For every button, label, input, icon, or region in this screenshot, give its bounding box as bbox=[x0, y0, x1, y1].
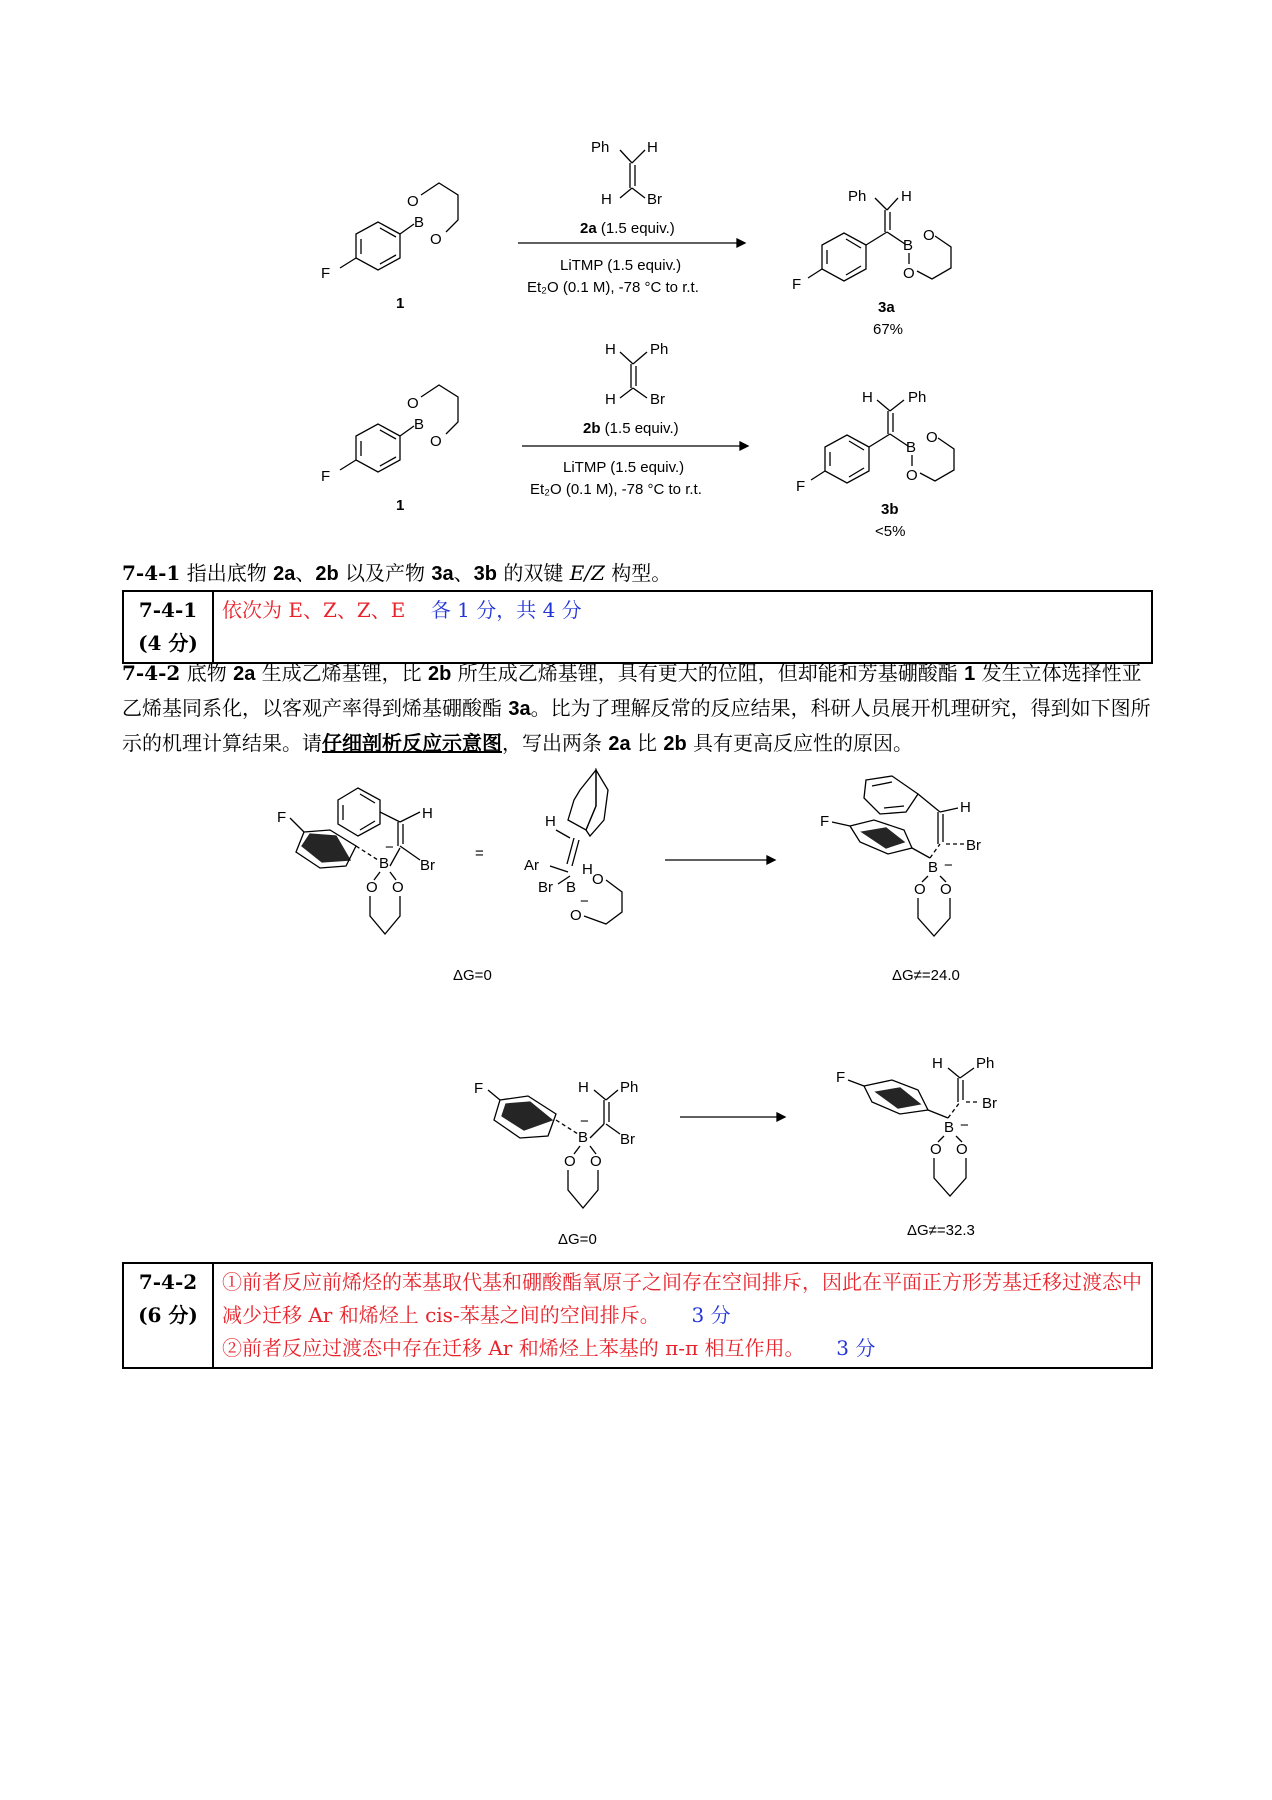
atom-h: H bbox=[862, 389, 873, 406]
answer-content bbox=[213, 591, 1152, 663]
compound-label-1: 1 bbox=[396, 295, 405, 312]
compound-ref: 3a bbox=[431, 563, 454, 585]
atom-o: O bbox=[903, 265, 915, 282]
yield-3a: 67% bbox=[873, 321, 904, 338]
compound-ref: 3b bbox=[473, 563, 497, 585]
reaction-arrow bbox=[518, 239, 745, 247]
atom-b: B bbox=[414, 214, 425, 231]
atom-br: Br bbox=[538, 879, 553, 896]
atom-h: H bbox=[647, 139, 658, 156]
charge-minus: − bbox=[580, 893, 589, 910]
compound-ref: 1 bbox=[964, 663, 976, 685]
svg-text:2a (1.5 equiv.) bbox=[580, 220, 675, 237]
atom-br: Br bbox=[650, 391, 665, 408]
atom-b: B bbox=[928, 859, 939, 876]
question-7-4-1 bbox=[122, 556, 1152, 591]
product-3a bbox=[792, 188, 951, 338]
compound-ref: 3a bbox=[508, 698, 531, 720]
atom-o: O bbox=[564, 1153, 576, 1170]
ez-notation: E/Z bbox=[569, 561, 605, 585]
atom-br: Br bbox=[620, 1131, 635, 1148]
atom-h: H bbox=[960, 799, 971, 816]
compound-ref: 2a bbox=[233, 663, 256, 685]
answer-text: 依次为 E、Z、Z、E bbox=[222, 598, 406, 622]
answer-table-7-4-1 bbox=[122, 590, 1153, 664]
atom-f: F bbox=[321, 468, 331, 485]
atom-o: O bbox=[930, 1141, 942, 1158]
question-text: 。比为了理解反常的反应结果，科研人员展开机理研究，得到如下图所示的机理计算结果。请 bbox=[122, 696, 1151, 755]
answer-table-7-4-2 bbox=[122, 1262, 1153, 1369]
answer-score: (6 分) bbox=[138, 1303, 198, 1327]
atom-ph: Ph bbox=[591, 139, 610, 156]
question-text: 、 bbox=[453, 561, 474, 585]
question-text: 具有更高反应性的原因。 bbox=[686, 731, 914, 755]
atom-f: F bbox=[796, 478, 806, 495]
atom-o: O bbox=[592, 871, 604, 888]
answer-points: 3 分 bbox=[836, 1336, 876, 1360]
answer-reason-1: ①前者反应前烯烃的苯基取代基和硼酸酯氧原子之间存在空间排斥，因此在平面正方形芳基迁移过渡态中减少迁移 Ar 和烯烃上 cis-苯基之间的空间排斥。 bbox=[222, 1270, 1142, 1327]
question-number: 7-4-2 bbox=[122, 661, 181, 685]
question-text: 的双键 bbox=[496, 561, 570, 585]
atom-o: O bbox=[956, 1141, 968, 1158]
atom-h: H bbox=[605, 341, 616, 358]
reagent-label-2b: 2b bbox=[583, 420, 601, 437]
condition-solvent: Et₂O (0.1 M), -78 °C to r.t. bbox=[527, 279, 699, 296]
atom-o: O bbox=[407, 395, 419, 412]
reaction-arrow bbox=[680, 1113, 785, 1121]
equals-sign: = bbox=[475, 845, 484, 862]
transition-state-24 bbox=[820, 776, 981, 936]
atom-ph: Ph bbox=[976, 1055, 995, 1072]
atom-f: F bbox=[321, 265, 331, 282]
charge-minus: − bbox=[960, 1117, 969, 1134]
scheme-row-b bbox=[321, 341, 954, 540]
charge-minus: − bbox=[385, 839, 394, 856]
atom-h: H bbox=[601, 191, 612, 208]
question-text: 以及产物 bbox=[338, 561, 432, 585]
reagent-2b bbox=[605, 341, 668, 408]
reagent-equiv: (1.5 equiv.) bbox=[600, 420, 679, 437]
atom-f: F bbox=[820, 813, 830, 830]
charge-minus: − bbox=[944, 857, 953, 874]
compound-ref: 2b bbox=[315, 563, 339, 585]
atom-h: H bbox=[605, 391, 616, 408]
atom-o: O bbox=[366, 879, 378, 896]
question-text: 底物 bbox=[186, 661, 234, 685]
atom-b: B bbox=[379, 855, 390, 872]
ate-complex-2a-projection bbox=[524, 770, 622, 924]
compound-label-1: 1 bbox=[396, 497, 405, 514]
atom-ar: Ar bbox=[524, 857, 539, 874]
question-text: 发生立体选择性亚乙烯基同系化，以客观产率得到烯基硼酸酯 bbox=[122, 661, 1142, 720]
atom-o: O bbox=[926, 429, 938, 446]
question-7-4-2 bbox=[122, 656, 1152, 761]
ate-complex-2b bbox=[474, 1079, 638, 1208]
atom-o: O bbox=[906, 467, 918, 484]
atom-o: O bbox=[940, 881, 952, 898]
question-text: ，写出两条 bbox=[502, 731, 609, 755]
atom-o: O bbox=[392, 879, 404, 896]
atom-h: H bbox=[578, 1079, 589, 1096]
scheme-row-a bbox=[321, 139, 951, 338]
atom-br: Br bbox=[420, 857, 435, 874]
condition-base: LiTMP (1.5 equiv.) bbox=[563, 459, 685, 476]
atom-o: O bbox=[407, 193, 419, 210]
atom-f: F bbox=[836, 1069, 846, 1086]
compound-label-3a: 3a bbox=[878, 299, 895, 316]
atom-f: F bbox=[277, 809, 287, 826]
atom-br: Br bbox=[982, 1095, 997, 1112]
reagent-equiv: (1.5 equiv.) bbox=[596, 220, 675, 237]
yield-3b: <5% bbox=[875, 523, 906, 540]
transition-state-32 bbox=[836, 1055, 997, 1196]
question-text: 指出底物 bbox=[186, 561, 274, 585]
atom-o: O bbox=[923, 227, 935, 244]
ate-complex-2a bbox=[277, 788, 435, 934]
compound-ref: 2a bbox=[608, 733, 631, 755]
compound-ref: 2b bbox=[663, 733, 687, 755]
emphasis-text: 仔细剖析反应示意图 bbox=[322, 731, 502, 755]
reagent-label-2a: 2a bbox=[580, 220, 597, 237]
aryl-boronate-1 bbox=[321, 183, 458, 312]
atom-h: H bbox=[932, 1055, 943, 1072]
question-text: 构型。 bbox=[604, 561, 672, 585]
atom-ph: Ph bbox=[650, 341, 669, 358]
svg-text:2b (1.5 equiv.) bbox=[583, 420, 679, 437]
atom-ph: Ph bbox=[848, 188, 867, 205]
answer-points: 3 分 bbox=[691, 1303, 731, 1327]
question-text: 生成乙烯基锂，比 bbox=[255, 661, 429, 685]
atom-b: B bbox=[566, 879, 577, 896]
atom-f: F bbox=[474, 1080, 484, 1097]
compound-ref: 2a bbox=[273, 563, 296, 585]
charge-minus: − bbox=[580, 1113, 589, 1130]
energy-ground-2: ΔG=0 bbox=[558, 1231, 597, 1248]
energy-ground-1: ΔG=0 bbox=[453, 967, 492, 984]
atom-ph: Ph bbox=[908, 389, 927, 406]
condition-base: LiTMP (1.5 equiv.) bbox=[560, 257, 682, 274]
question-text: 、 bbox=[295, 561, 316, 585]
atom-o: O bbox=[570, 907, 582, 924]
atom-o: O bbox=[914, 881, 926, 898]
atom-o: O bbox=[430, 433, 442, 450]
atom-b: B bbox=[944, 1119, 955, 1136]
answer-reason-2: ②前者反应过渡态中存在迁移 Ar 和烯烃上苯基的 π-π 相互作用。 bbox=[222, 1336, 805, 1360]
reaction-arrow bbox=[665, 856, 775, 864]
atom-h: H bbox=[582, 861, 593, 878]
answer-key: 7-4-2 bbox=[138, 1270, 198, 1294]
atom-br: Br bbox=[966, 837, 981, 854]
atom-b: B bbox=[578, 1129, 589, 1146]
reaction-arrow bbox=[522, 442, 748, 450]
energy-ts-1: ΔG≠=24.0 bbox=[892, 967, 960, 984]
atom-br: Br bbox=[647, 191, 662, 208]
answer-key: 7-4-1 bbox=[138, 598, 198, 622]
answer-key-cell bbox=[123, 1263, 213, 1368]
atom-ph: Ph bbox=[620, 1079, 639, 1096]
compound-label-3b: 3b bbox=[881, 501, 899, 518]
atom-h: H bbox=[422, 805, 433, 822]
answer-points: 各 1 分，共 4 分 bbox=[430, 598, 582, 622]
question-text: 所生成乙烯基锂，具有更大的位阻，但却能和芳基硼酸酯 bbox=[451, 661, 965, 685]
atom-h: H bbox=[545, 813, 556, 830]
atom-f: F bbox=[792, 276, 802, 293]
question-number: 7-4-1 bbox=[122, 561, 181, 585]
atom-o: O bbox=[430, 231, 442, 248]
product-3b bbox=[796, 389, 954, 540]
atom-b: B bbox=[903, 237, 914, 254]
aryl-boronate-1-b bbox=[321, 385, 458, 514]
atom-h: H bbox=[901, 188, 912, 205]
answer-key-cell bbox=[123, 591, 213, 663]
answer-content bbox=[213, 1263, 1152, 1368]
mechanism-row-1 bbox=[277, 770, 981, 984]
mechanism-row-2 bbox=[474, 1055, 997, 1248]
atom-b: B bbox=[906, 439, 917, 456]
answer-score: (4 分) bbox=[138, 631, 198, 655]
condition-solvent: Et₂O (0.1 M), -78 °C to r.t. bbox=[530, 481, 702, 498]
compound-ref: 2b bbox=[428, 663, 452, 685]
reagent-2a bbox=[591, 139, 662, 208]
question-text: 比 bbox=[630, 731, 664, 755]
atom-o: O bbox=[590, 1153, 602, 1170]
atom-b: B bbox=[414, 416, 425, 433]
energy-ts-2: ΔG≠=32.3 bbox=[907, 1222, 975, 1239]
